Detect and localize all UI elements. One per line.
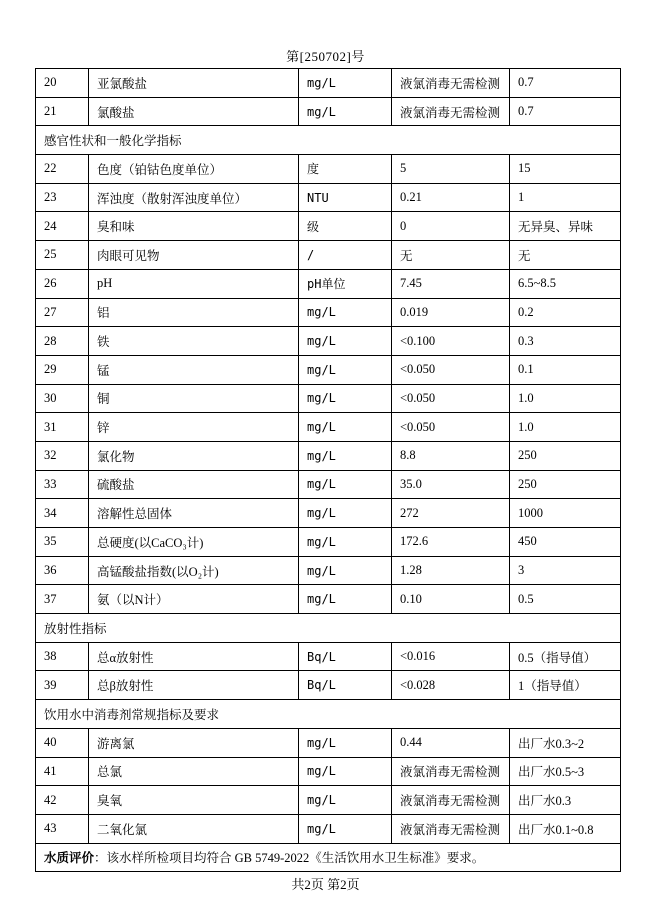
evaluation-cell (36, 843, 621, 872)
row-number-cell: 29 (36, 355, 89, 384)
evaluation-text: ：该水样所检项目均符合 GB 5749-2022《生活饮用水卫生标准》要求。 (94, 851, 485, 866)
limit-cell: 450 (510, 528, 621, 557)
unit-cell: mg/L (299, 499, 392, 528)
table-row (36, 155, 621, 184)
item-name-cell: 铝 (89, 298, 299, 327)
unit-cell: mg/L (299, 69, 392, 98)
section-header: 饮用水中消毒剂常规指标及要求 (36, 700, 621, 729)
limit-cell: 无 (510, 241, 621, 270)
table-row (36, 757, 621, 786)
limit-cell: 0.2 (510, 298, 621, 327)
table-row (36, 728, 621, 757)
measured-value-cell: 液氯消毒无需检测 (392, 786, 510, 815)
row-number-cell: 26 (36, 269, 89, 298)
table-row (36, 69, 621, 98)
table-row (36, 786, 621, 815)
unit-cell: mg/L (299, 327, 392, 356)
row-number-cell: 43 (36, 814, 89, 843)
unit-cell: mg/L (299, 585, 392, 614)
table-row (36, 441, 621, 470)
measured-value-cell: 液氯消毒无需检测 (392, 814, 510, 843)
unit-cell: 度 (299, 155, 392, 184)
limit-cell: 出厂水0.3 (510, 786, 621, 815)
row-number-cell: 27 (36, 298, 89, 327)
row-number-cell: 23 (36, 183, 89, 212)
unit-cell: mg/L (299, 757, 392, 786)
table-row (36, 212, 621, 241)
row-number-cell: 34 (36, 499, 89, 528)
table-row (36, 384, 621, 413)
unit-cell: 级 (299, 212, 392, 241)
measured-value-cell: <0.028 (392, 671, 510, 700)
row-number-cell: 39 (36, 671, 89, 700)
section-header: 感官性状和一般化学指标 (36, 126, 621, 155)
measured-value-cell: 0.10 (392, 585, 510, 614)
limit-cell: 3 (510, 556, 621, 585)
item-name-cell: 总硬度(以CaCO₃计) (89, 528, 299, 557)
unit-cell: mg/L (299, 728, 392, 757)
unit-cell: mg/L (299, 470, 392, 499)
limit-cell: 250 (510, 470, 621, 499)
table-row (36, 327, 621, 356)
row-number-cell: 41 (36, 757, 89, 786)
row-number-cell: 25 (36, 241, 89, 270)
row-number-cell: 42 (36, 786, 89, 815)
item-name-cell: 氨（以N计） (89, 585, 299, 614)
unit-cell: / (299, 241, 392, 270)
unit-cell: Bq/L (299, 642, 392, 671)
item-name-cell: 游离氯 (89, 728, 299, 757)
unit-cell: mg/L (299, 97, 392, 126)
table-row (36, 814, 621, 843)
item-name-cell: 溶解性总固体 (89, 499, 299, 528)
measured-value-cell: 272 (392, 499, 510, 528)
limit-cell: 0.3 (510, 327, 621, 356)
row-number-cell: 35 (36, 528, 89, 557)
item-name-cell: 臭和味 (89, 212, 299, 241)
limit-cell: 1000 (510, 499, 621, 528)
item-name-cell: 浑浊度（散射浑浊度单位） (89, 183, 299, 212)
measured-value-cell: 7.45 (392, 269, 510, 298)
table-row (36, 556, 621, 585)
item-name-cell: 总β放射性 (89, 671, 299, 700)
item-name-cell: 亚氯酸盐 (89, 69, 299, 98)
row-number-cell: 37 (36, 585, 89, 614)
row-number-cell: 31 (36, 413, 89, 442)
measured-value-cell: <0.050 (392, 413, 510, 442)
measured-value-cell: 无 (392, 241, 510, 270)
unit-cell: mg/L (299, 556, 392, 585)
measured-value-cell: 172.6 (392, 528, 510, 557)
unit-cell: Bq/L (299, 671, 392, 700)
limit-cell: 无异臭、异味 (510, 212, 621, 241)
item-name-cell: 锌 (89, 413, 299, 442)
measured-value-cell: 0.21 (392, 183, 510, 212)
row-number-cell: 38 (36, 642, 89, 671)
limit-cell: 出厂水0.5~3 (510, 757, 621, 786)
measured-value-cell: 35.0 (392, 470, 510, 499)
measured-value-cell: <0.050 (392, 384, 510, 413)
row-number-cell: 24 (36, 212, 89, 241)
page-number-footer: 共2页 第2页 (291, 877, 360, 892)
limit-cell: 0.7 (510, 97, 621, 126)
row-number-cell: 40 (36, 728, 89, 757)
row-number-cell: 21 (36, 97, 89, 126)
limit-cell: 0.5（指导值） (510, 642, 621, 671)
table-row (36, 269, 621, 298)
table-row (36, 413, 621, 442)
limit-cell: 15 (510, 155, 621, 184)
measured-value-cell: <0.016 (392, 642, 510, 671)
table-row (36, 671, 621, 700)
limit-cell: 1.0 (510, 384, 621, 413)
row-number-cell: 36 (36, 556, 89, 585)
table-row (36, 298, 621, 327)
row-number-cell: 20 (36, 69, 89, 98)
unit-cell: pH单位 (299, 269, 392, 298)
item-name-cell: 锰 (89, 355, 299, 384)
measured-value-cell: <0.100 (392, 327, 510, 356)
item-name-cell: 色度（铂钴色度单位） (89, 155, 299, 184)
measured-value-cell: 液氯消毒无需检测 (392, 757, 510, 786)
item-name-cell: 臭氧 (89, 786, 299, 815)
evaluation-row (36, 843, 621, 872)
table-row (36, 355, 621, 384)
measured-value-cell: 0.44 (392, 728, 510, 757)
evaluation-label: 水质评价 (44, 851, 95, 866)
unit-cell: mg/L (299, 384, 392, 413)
table-row (36, 528, 621, 557)
limit-cell: 1.0 (510, 413, 621, 442)
table-row (36, 585, 621, 614)
row-number-cell: 32 (36, 441, 89, 470)
limit-cell: 出厂水0.3~2 (510, 728, 621, 757)
row-number-cell: 28 (36, 327, 89, 356)
section-row (36, 614, 621, 643)
table-row (36, 97, 621, 126)
item-name-cell: 氯化物 (89, 441, 299, 470)
unit-cell: mg/L (299, 355, 392, 384)
limit-cell: 出厂水0.1~0.8 (510, 814, 621, 843)
item-name-cell: 铜 (89, 384, 299, 413)
limit-cell: 1 (510, 183, 621, 212)
section-header: 放射性指标 (36, 614, 621, 643)
unit-cell: mg/L (299, 814, 392, 843)
limit-cell: 0.7 (510, 69, 621, 98)
section-row (36, 700, 621, 729)
unit-cell: mg/L (299, 528, 392, 557)
results-table-body (36, 69, 621, 872)
limit-cell: 250 (510, 441, 621, 470)
table-row (36, 470, 621, 499)
unit-cell: mg/L (299, 441, 392, 470)
measured-value-cell: 液氯消毒无需检测 (392, 69, 510, 98)
unit-cell: mg/L (299, 298, 392, 327)
limit-cell: 0.5 (510, 585, 621, 614)
measured-value-cell: <0.050 (392, 355, 510, 384)
item-name-cell: 硫酸盐 (89, 470, 299, 499)
measured-value-cell: 8.8 (392, 441, 510, 470)
limit-cell: 0.1 (510, 355, 621, 384)
item-name-cell: 高锰酸盐指数(以O₂计) (89, 556, 299, 585)
document-number: 第[250702]号 (286, 49, 365, 64)
measured-value-cell: 1.28 (392, 556, 510, 585)
item-name-cell: 肉眼可见物 (89, 241, 299, 270)
measured-value-cell: 0 (392, 212, 510, 241)
row-number-cell: 30 (36, 384, 89, 413)
unit-cell: NTU (299, 183, 392, 212)
item-name-cell: 总α放射性 (89, 642, 299, 671)
row-number-cell: 22 (36, 155, 89, 184)
measured-value-cell: 0.019 (392, 298, 510, 327)
table-row (36, 499, 621, 528)
measured-value-cell: 液氯消毒无需检测 (392, 97, 510, 126)
measured-value-cell: 5 (392, 155, 510, 184)
table-row (36, 183, 621, 212)
item-name-cell: 氯酸盐 (89, 97, 299, 126)
item-name-cell: pH (89, 269, 299, 298)
item-name-cell: 总氯 (89, 757, 299, 786)
limit-cell: 1（指导值） (510, 671, 621, 700)
item-name-cell: 铁 (89, 327, 299, 356)
row-number-cell: 33 (36, 470, 89, 499)
unit-cell: mg/L (299, 786, 392, 815)
unit-cell: mg/L (299, 413, 392, 442)
table-row (36, 642, 621, 671)
limit-cell: 6.5~8.5 (510, 269, 621, 298)
item-name-cell: 二氧化氯 (89, 814, 299, 843)
water-quality-table (35, 68, 621, 872)
section-row (36, 126, 621, 155)
table-row (36, 241, 621, 270)
